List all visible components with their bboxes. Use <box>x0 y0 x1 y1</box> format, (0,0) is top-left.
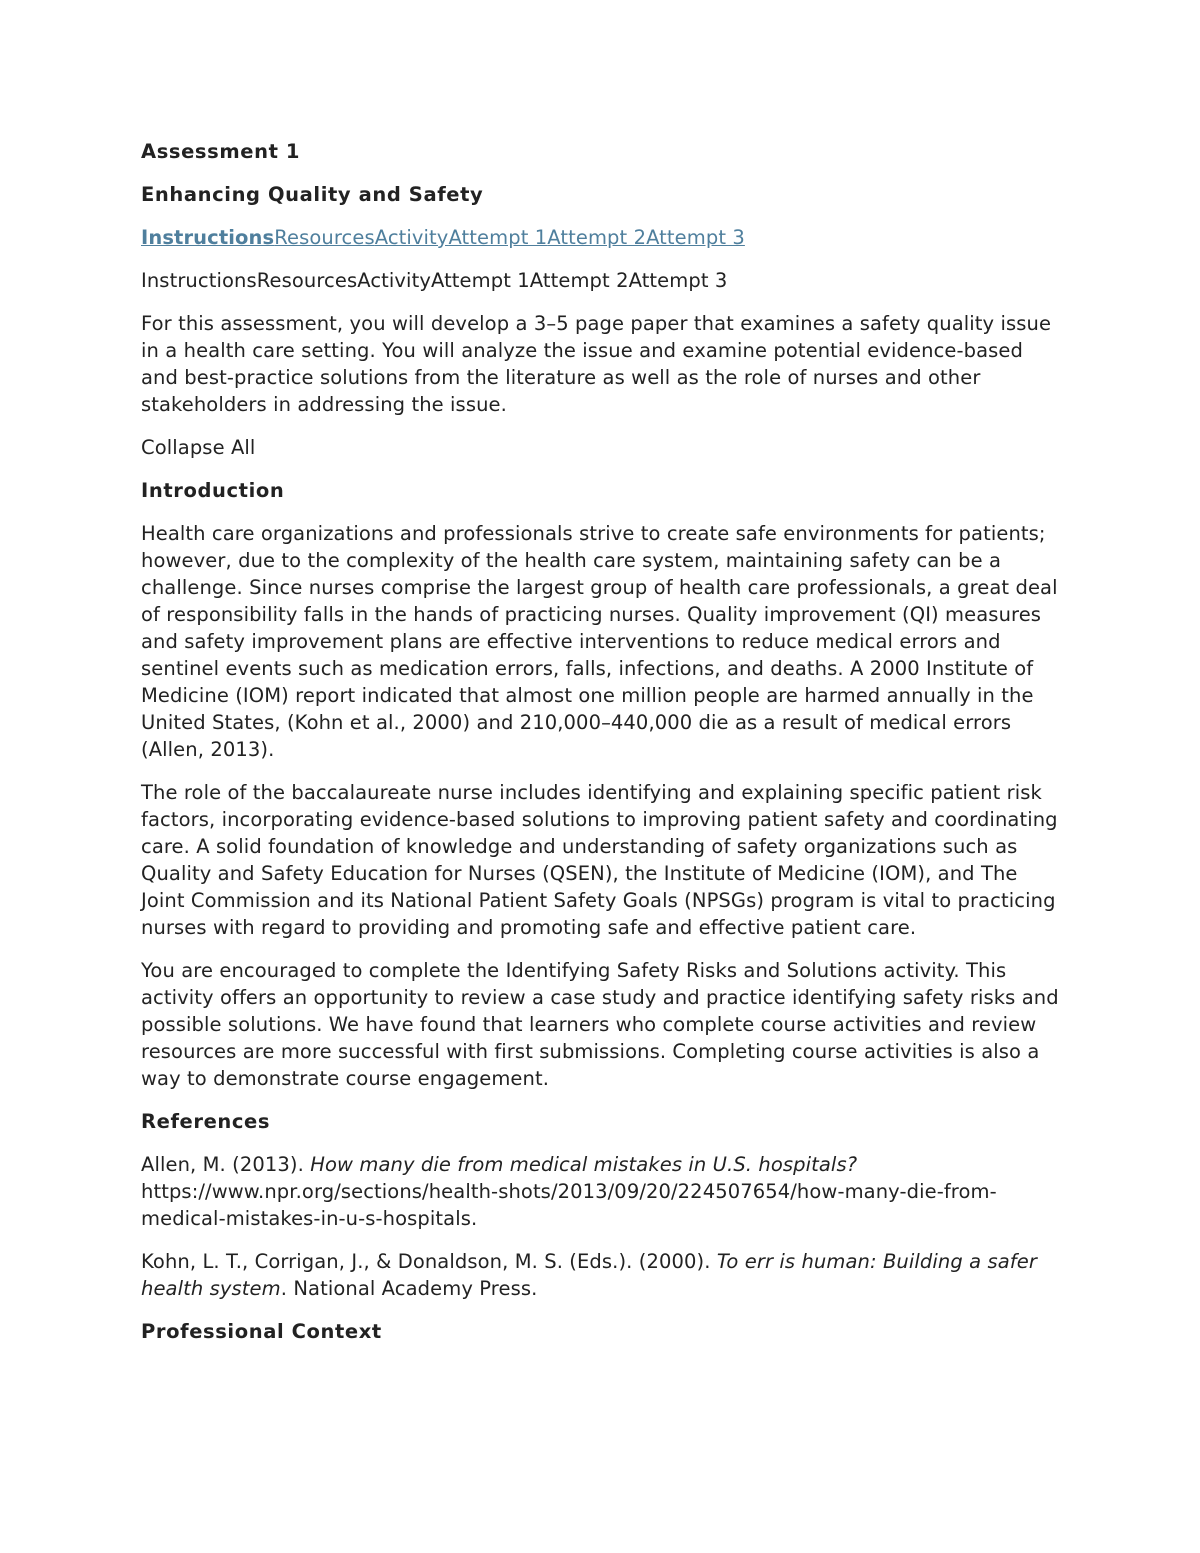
tab-label-attempt-1: Attempt 1 <box>430 269 530 292</box>
introduction-heading: Introduction <box>141 479 285 502</box>
reference-url: https://www.npr.org/sections/health-shots/2013/09/20/224507654/how-many-die-from-medical-mistakes-in-u-s-hospitals. <box>141 1180 997 1230</box>
tab-label-attempt-3: Attempt 3 <box>628 269 728 292</box>
tab-resources[interactable]: Resources <box>274 226 375 249</box>
tab-activity[interactable]: Activity <box>374 226 449 249</box>
assessment-summary: For this assessment, you will develop a 3–5 page paper that examines a safety quality issue in a health care setting. You will analyze the issue and examine potential evidence-based and best-practice solutions from the literature as well as the role of nurses and other stakeholders in addressing the issue. <box>141 312 1052 416</box>
tab-label-activity: Activity <box>357 269 431 292</box>
professional-context-heading: Professional Context <box>141 1320 382 1343</box>
reference-authors: Allen, M. (2013). <box>141 1153 311 1176</box>
reference-item <box>141 1248 1061 1302</box>
introduction-paragraph-1: Health care organizations and professionals strive to create safe environments for patients; however, due to the complexity of the health care system, maintaining safety can be a challenge. Since nurses comprise the largest group of health care professionals, a great deal of responsibility falls in the hands of practicing nurses. Quality improvement (QI) measures and safety improvement plans are effective interventions to reduce medical errors and sentinel events such as medication errors, falls, infections, and deaths. A 2000 Institute of Medicine (IOM) report indicated that almost one million people are harmed annually in the United States, (Kohn et al., 2000) and 210,000–440,000 die as a result of medical errors (Allen, 2013). <box>141 522 1058 761</box>
reference-title: To err is human: Building a safer health system <box>141 1250 1037 1300</box>
introduction-paragraph-3: You are encouraged to complete the Identifying Safety Risks and Solutions activity. This activity offers an opportunity to review a case study and practice identifying safety risks and possible solutions. We have found that learners who complete course activities and review resources are more successful with first submissions. Completing course activities is also a way to demonstrate course engagement. <box>141 959 1059 1090</box>
tab-label-resources: Resources <box>256 269 358 292</box>
reference-title: How many die from medical mistakes in U.S. hospitals? <box>310 1153 858 1176</box>
page-title: Assessment 1 <box>141 140 301 163</box>
reference-item <box>141 1151 1061 1232</box>
reference-publisher: . National Academy Press. <box>280 1277 538 1300</box>
tab-bar-plain <box>141 267 1061 294</box>
tab-label-attempt-2: Attempt 2 <box>529 269 629 292</box>
tab-label-instructions: Instructions <box>141 269 257 292</box>
references-heading: References <box>141 1110 271 1133</box>
page-subtitle: Enhancing Quality and Safety <box>141 183 484 206</box>
tab-attempt-1[interactable]: Attempt 1 <box>448 226 548 249</box>
reference-authors: Kohn, L. T., Corrigan, J., & Donaldson, M. S. (Eds.). (2000). <box>141 1250 717 1273</box>
tab-attempt-2[interactable]: Attempt 2 <box>547 226 647 249</box>
tab-bar-links <box>141 224 1061 251</box>
document-page <box>141 138 1061 1361</box>
tab-attempt-3[interactable]: Attempt 3 <box>646 226 745 249</box>
introduction-paragraph-2: The role of the baccalaureate nurse includes identifying and explaining specific patient risk factors, incorporating evidence-based solutions to improving patient safety and coordinating care. A solid foundation of knowledge and understanding of safety organizations such as Quality and Safety Education for Nurses (QSEN), the Institute of Medicine (IOM), and The Joint Commission and its National Patient Safety Goals (NPSGs) program is vital to practicing nurses with regard to providing and promoting safe and effective patient care. <box>141 781 1058 939</box>
tab-instructions[interactable]: Instructions <box>141 226 275 249</box>
collapse-all-button[interactable]: Collapse All <box>141 436 256 459</box>
